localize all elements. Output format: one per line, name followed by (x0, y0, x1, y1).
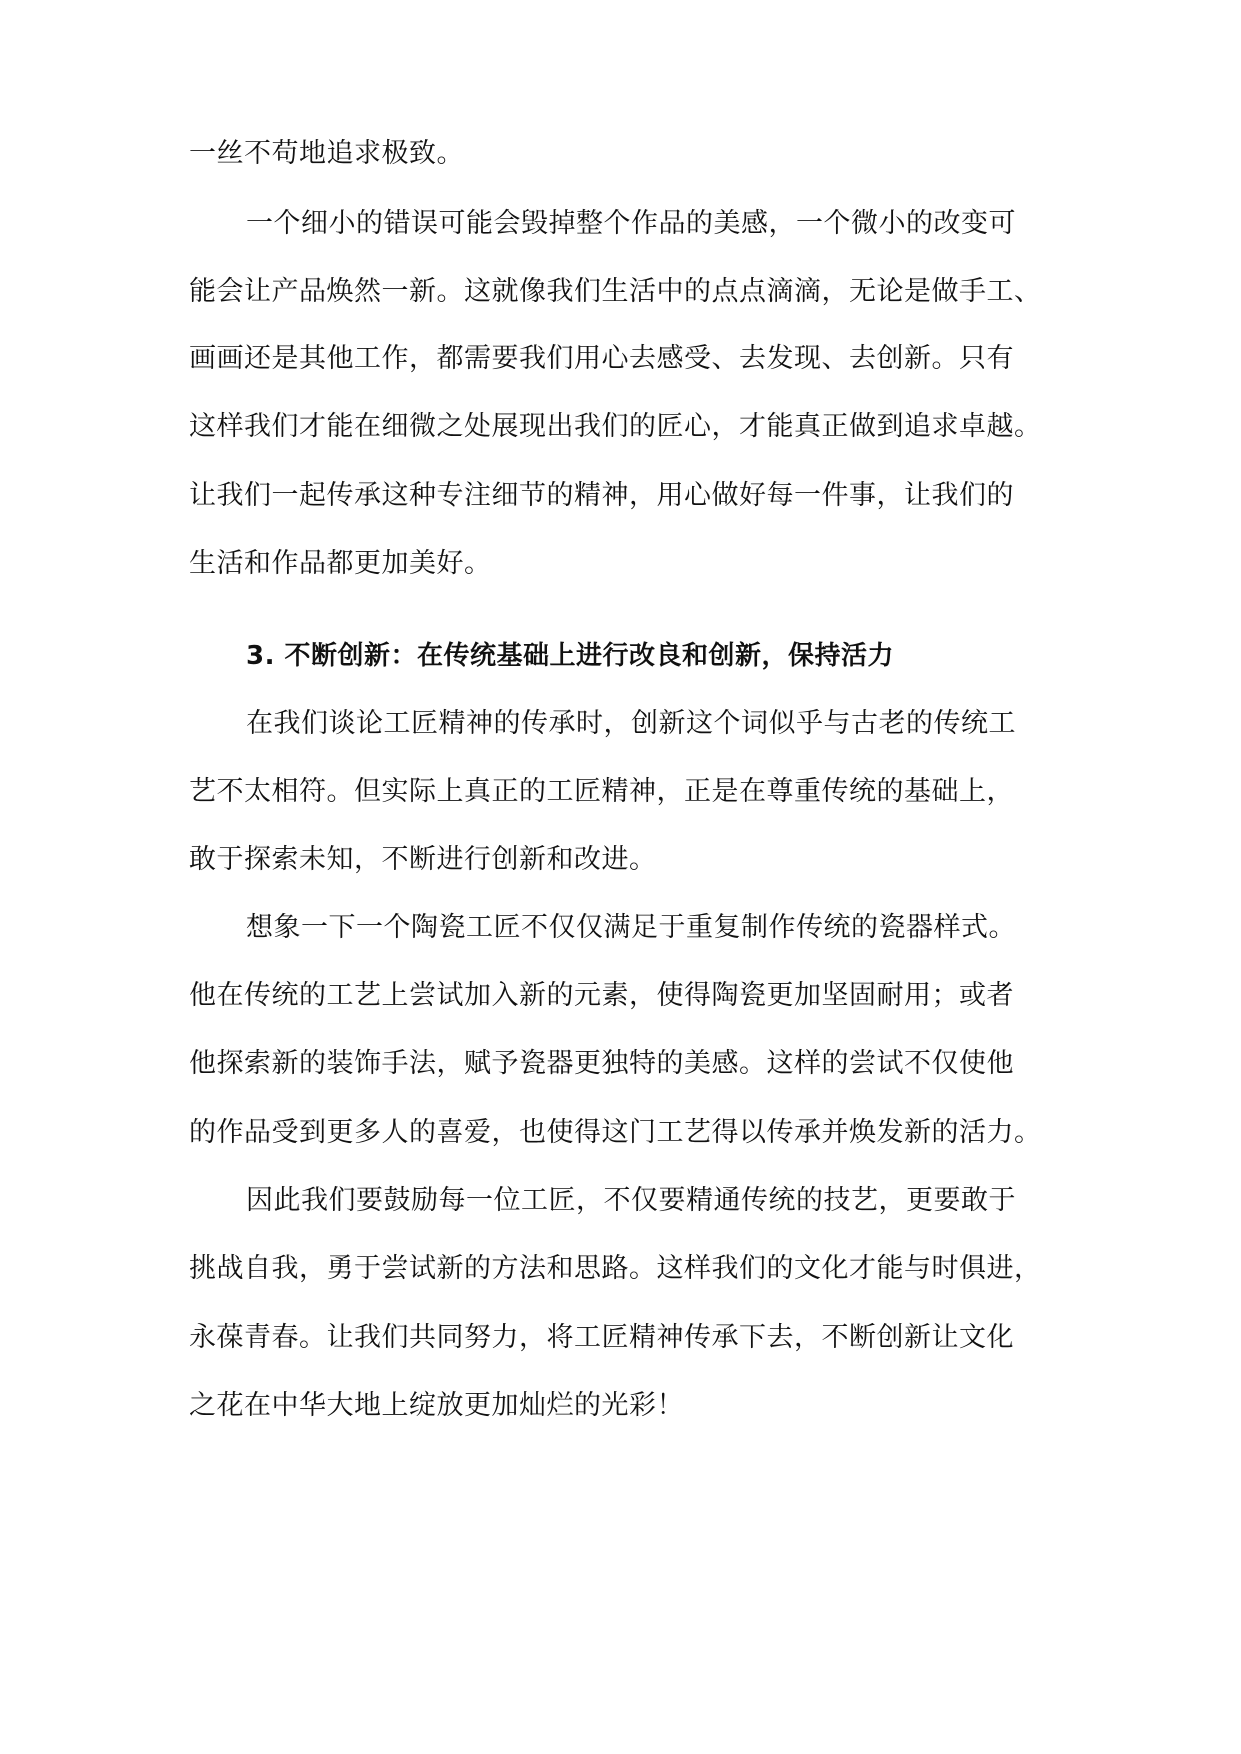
paragraph-line: 画画还是其他工作，都需要我们用心去感受、去发现、去创新。只有 (189, 343, 1014, 374)
paragraph-line: 想象一下一个陶瓷工匠不仅仅满足于重复制作传统的瓷器样式。 (246, 912, 1016, 943)
paragraph-line: 一个细小的错误可能会毁掉整个作品的美感，一个微小的改变可 (246, 208, 1016, 239)
paragraph-line: 永葆青春。让我们共同努力，将工匠精神传承下去，不断创新让文化 (189, 1322, 1014, 1353)
paragraph-line: 能会让产品焕然一新。这就像我们生活中的点点滴滴，无论是做手工、 (189, 276, 1042, 307)
paragraph-line: 的作品受到更多人的喜爱，也使得这门工艺得以传承并焕发新的活力。 (189, 1117, 1042, 1148)
paragraph-line: 艺不太相符。但实际上真正的工匠精神，正是在尊重传统的基础上， (189, 776, 1014, 807)
paragraph-line: 他探索新的装饰手法，赋予瓷器更独特的美感。这样的尝试不仅使他 (189, 1048, 1014, 1079)
paragraph-line: 敢于探索未知，不断进行创新和改进。 (189, 844, 657, 875)
paragraph-line: 之花在中华大地上绽放更加灿烂的光彩！ (189, 1390, 684, 1421)
paragraph-line: 挑战自我，勇于尝试新的方法和思路。这样我们的文化才能与时俱进， (189, 1253, 1042, 1284)
paragraph-line: 让我们一起传承这种专注细节的精神，用心做好每一件事，让我们的 (189, 480, 1014, 511)
paragraph-line: 生活和作品都更加美好。 (189, 548, 492, 579)
paragraph-line: 他在传统的工艺上尝试加入新的元素，使得陶瓷更加坚固耐用；或者 (189, 980, 1014, 1011)
paragraph-line: 因此我们要鼓励每一位工匠，不仅要精通传统的技艺，更要敢于 (246, 1185, 1016, 1216)
paragraph-line: 在我们谈论工匠精神的传承时，创新这个词似乎与古老的传统工 (246, 708, 1016, 739)
paragraph-line: 这样我们才能在细微之处展现出我们的匠心，才能真正做到追求卓越。 (189, 411, 1042, 442)
paragraph-line: 一丝不苟地追求极致。 (189, 138, 464, 169)
section-heading: 3. 不断创新：在传统基础上进行改良和创新，保持活力 (246, 641, 895, 671)
